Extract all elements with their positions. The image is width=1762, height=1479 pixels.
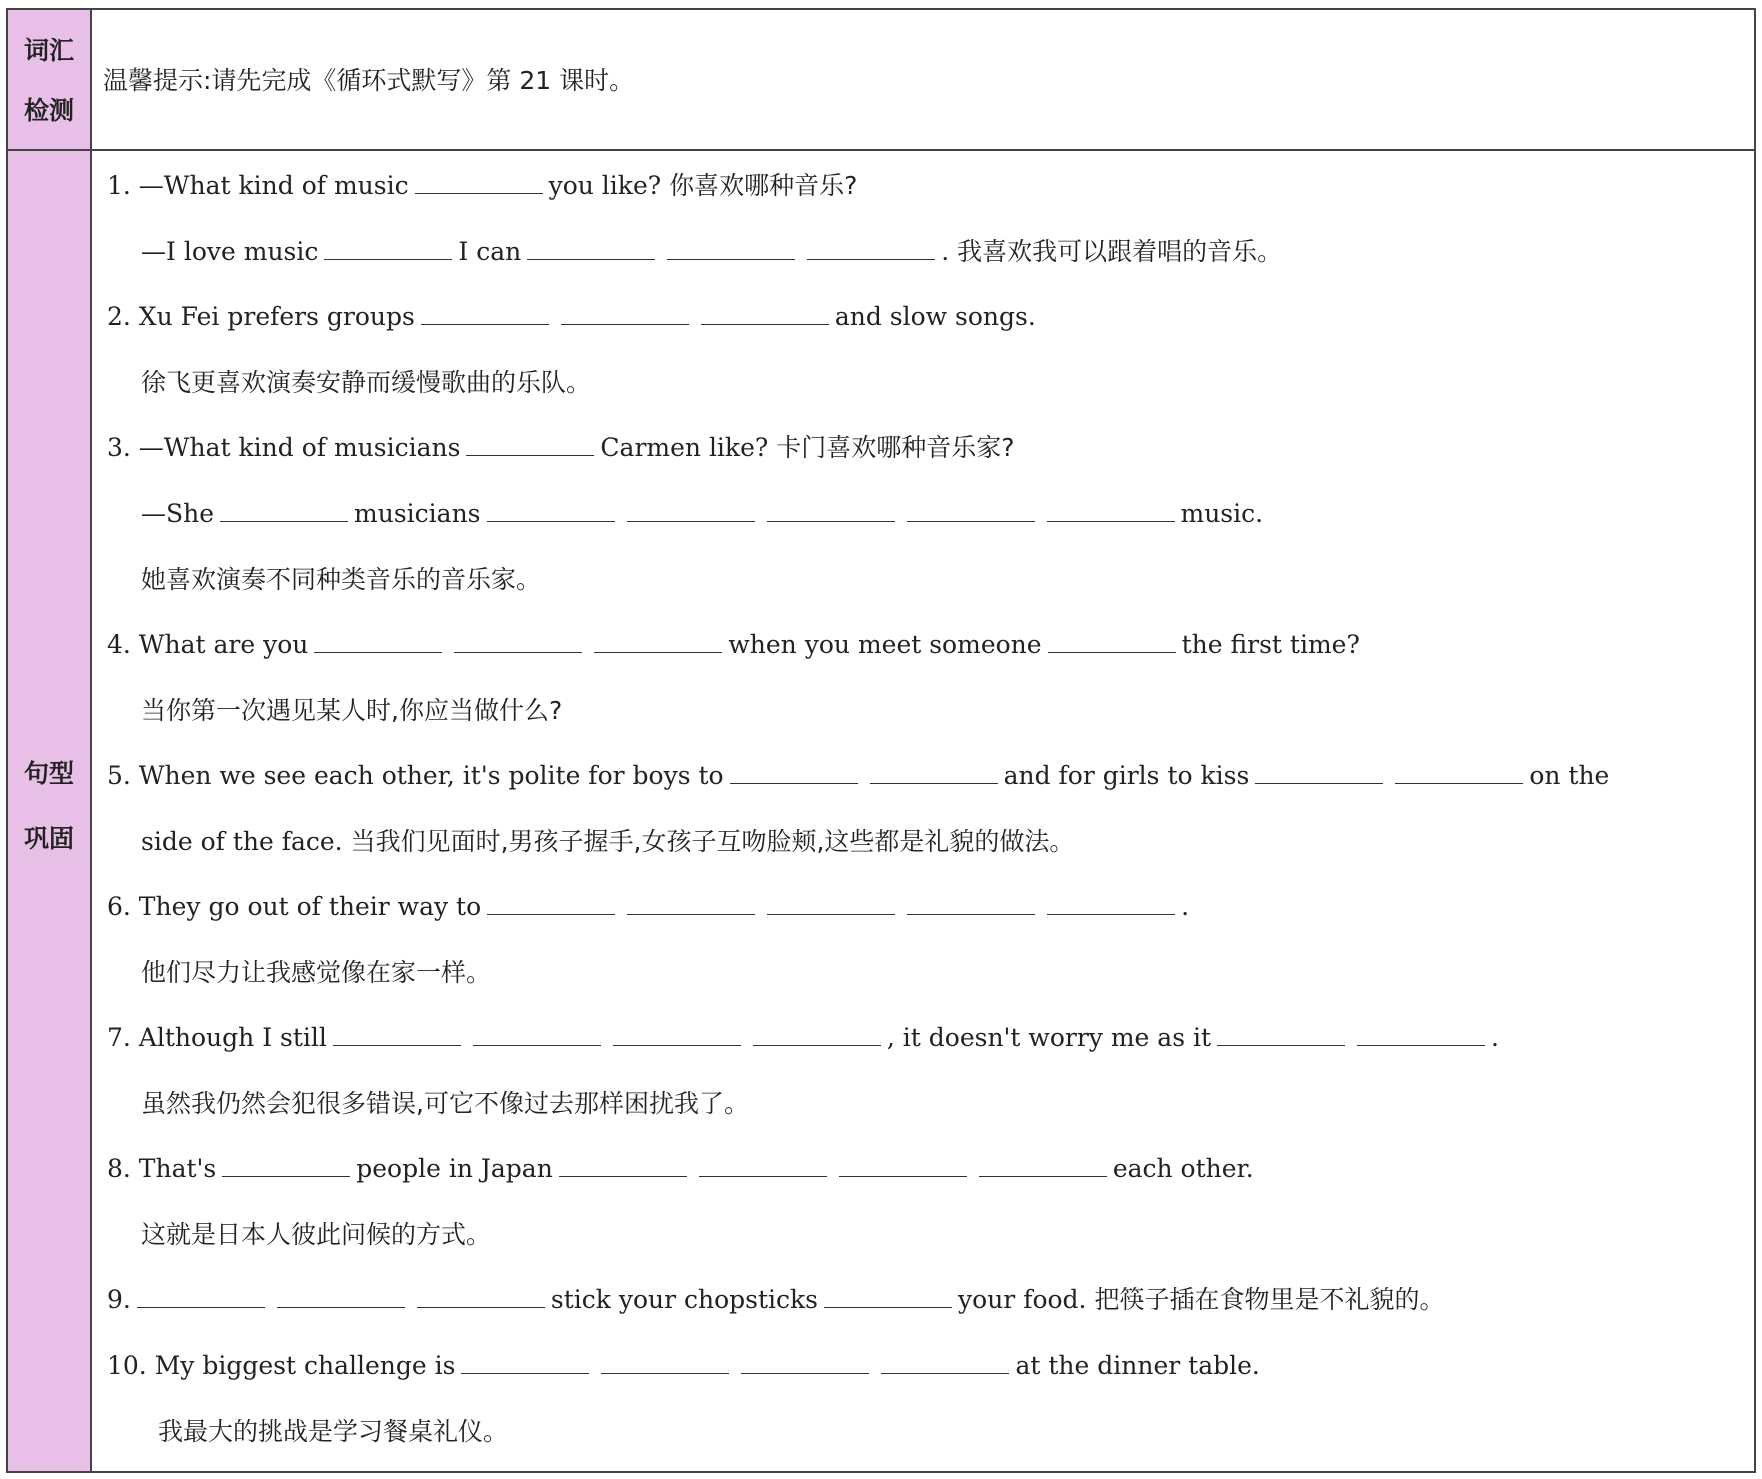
blank[interactable] <box>839 1154 967 1177</box>
question-6-translation: 他们尽力让我感觉像在家一样。 <box>141 958 492 987</box>
blank[interactable] <box>807 237 935 260</box>
question-10-line1: 10. My biggest challenge is at the dinner table. <box>107 1351 1260 1380</box>
column-divider <box>90 10 92 1471</box>
question-7-translation: 虽然我仍然会犯很多错误,可它不像过去那样困扰我了。 <box>141 1089 749 1118</box>
worksheet-table <box>6 8 1756 1473</box>
blank[interactable] <box>473 1023 601 1046</box>
blank[interactable] <box>907 499 1035 522</box>
blank[interactable] <box>1395 761 1523 784</box>
blank[interactable] <box>907 892 1035 915</box>
blank[interactable] <box>627 499 755 522</box>
blank[interactable] <box>870 761 998 784</box>
blank[interactable] <box>667 237 795 260</box>
question-7-line1: 7. Although I still , it doesn't worry me as it . <box>107 1023 1499 1052</box>
blank[interactable] <box>220 499 348 522</box>
blank[interactable] <box>767 499 895 522</box>
question-4-line1: 4. What are you when you meet someone the first time? <box>107 630 1360 659</box>
blank[interactable] <box>979 1154 1107 1177</box>
vocab-sidebar <box>8 10 90 149</box>
blank[interactable] <box>314 630 442 653</box>
blank[interactable] <box>1047 892 1175 915</box>
blank[interactable] <box>1255 761 1383 784</box>
blank[interactable] <box>601 1351 729 1374</box>
blank[interactable] <box>421 302 549 325</box>
question-10-translation: 我最大的挑战是学习餐桌礼仪。 <box>158 1417 509 1446</box>
question-2-line1: 2. Xu Fei prefers groups and slow songs. <box>107 302 1036 331</box>
blank[interactable] <box>824 1285 952 1308</box>
sentence-sidebar <box>8 151 90 1471</box>
question-3-line1: 3. —What kind of musicians Carmen like? 卡门喜欢哪种音乐家? <box>107 433 1015 462</box>
blank[interactable] <box>559 1154 687 1177</box>
blank[interactable] <box>417 1285 545 1308</box>
blank[interactable] <box>730 761 858 784</box>
blank[interactable] <box>1047 499 1175 522</box>
blank[interactable] <box>613 1023 741 1046</box>
blank[interactable] <box>222 1154 350 1177</box>
blank[interactable] <box>1357 1023 1485 1046</box>
blank[interactable] <box>741 1351 869 1374</box>
blank[interactable] <box>137 1285 265 1308</box>
blank[interactable] <box>701 302 829 325</box>
blank[interactable] <box>561 302 689 325</box>
blank[interactable] <box>594 630 722 653</box>
blank[interactable] <box>527 237 655 260</box>
blank[interactable] <box>277 1285 405 1308</box>
blank[interactable] <box>454 630 582 653</box>
question-8-line1: 8. That's people in Japan each other. <box>107 1154 1254 1183</box>
sentence-label-line1: 句型 <box>23 759 74 788</box>
question-5-line2: side of the face. 当我们见面时,男孩子握手,女孩子互吻脸颊,这些都是礼貌的做法。 <box>141 827 1075 856</box>
blank[interactable] <box>699 1154 827 1177</box>
blank[interactable] <box>333 1023 461 1046</box>
question-2-translation: 徐飞更喜欢演奏安静而缓慢歌曲的乐队。 <box>141 368 592 397</box>
question-1-line1: 1. —What kind of music you like? 你喜欢哪种音乐? <box>107 171 858 200</box>
vocab-label-line1: 词汇 <box>23 36 74 65</box>
row-divider <box>8 149 1754 151</box>
sentence-label-line2: 巩固 <box>23 824 74 853</box>
blank[interactable] <box>415 171 543 194</box>
vocab-label-line2: 检测 <box>23 96 74 125</box>
vocab-tip: 温馨提示:请先完成《循环式默写》第 21 课时。 <box>103 66 635 95</box>
blank[interactable] <box>767 892 895 915</box>
blank[interactable] <box>487 892 615 915</box>
blank[interactable] <box>1217 1023 1345 1046</box>
blank[interactable] <box>881 1351 1009 1374</box>
blank[interactable] <box>1048 630 1176 653</box>
question-5-line1: 5. When we see each other, it's polite for boys to and for girls to kiss on the <box>107 761 1610 790</box>
question-9-line1: 9. stick your chopsticks your food. 把筷子插在食物里是不礼貌的。 <box>107 1285 1445 1314</box>
blank[interactable] <box>753 1023 881 1046</box>
question-3-translation: 她喜欢演奏不同种类音乐的音乐家。 <box>141 565 542 594</box>
blank[interactable] <box>324 237 452 260</box>
question-1-line2: —I love music I can . 我喜欢我可以跟着唱的音乐。 <box>141 237 1283 266</box>
question-8-translation: 这就是日本人彼此问候的方式。 <box>141 1220 492 1249</box>
question-4-translation: 当你第一次遇见某人时,你应当做什么? <box>141 696 563 725</box>
question-3-line2: —She musicians music. <box>141 499 1264 528</box>
blank[interactable] <box>487 499 615 522</box>
blank[interactable] <box>627 892 755 915</box>
question-6-line1: 6. They go out of their way to . <box>107 892 1190 921</box>
blank[interactable] <box>461 1351 589 1374</box>
blank[interactable] <box>466 433 594 456</box>
